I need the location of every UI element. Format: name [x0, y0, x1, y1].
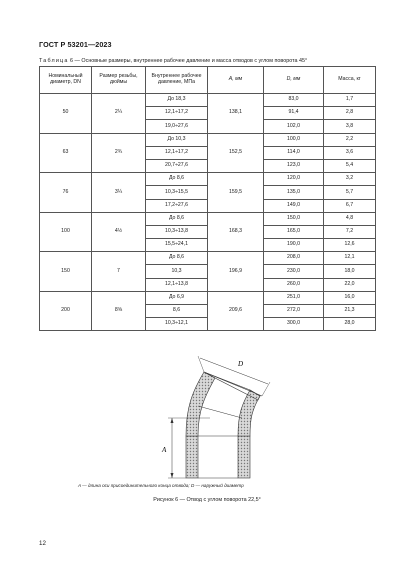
cell-thread: 2¾ [92, 133, 146, 173]
table-header-row [40, 67, 376, 94]
cell-mass: 4,8 [324, 212, 376, 225]
cell-pressure: 12,1÷17,2 [146, 146, 208, 159]
table-row [40, 291, 376, 304]
cell-d: 251,0 [264, 291, 324, 304]
cell-pressure: 10,3÷13,8 [146, 225, 208, 238]
cell-mass: 12,1 [324, 252, 376, 265]
cell-d: 149,0 [264, 199, 324, 212]
table-caption-text: — Основные размеры, внутреннее рабочее давление и масса отводов с углом поворота 45° [74, 58, 308, 64]
cell-mass: 5,7 [324, 186, 376, 199]
cell-mass: 21,3 [324, 305, 376, 318]
cell-d: 190,0 [264, 239, 324, 252]
cell-mass: 12,6 [324, 239, 376, 252]
table-row [40, 133, 376, 146]
lower-right-wall [238, 436, 250, 478]
bend-left-wall [186, 372, 215, 436]
cell-dn: 200 [40, 291, 92, 331]
table-caption [39, 58, 307, 64]
cell-pressure: 8,6 [146, 305, 208, 318]
cell-pressure: 19,0÷27,6 [146, 120, 208, 133]
cell-dn: 100 [40, 212, 92, 252]
cell-d: 135,0 [264, 186, 324, 199]
page-number: 12 [39, 540, 46, 547]
lower-left-wall [186, 436, 198, 478]
cell-mass: 1,7 [324, 94, 376, 107]
cell-a: 209,6 [208, 291, 264, 331]
table-row [40, 212, 376, 225]
cell-pressure: До 8,6 [146, 173, 208, 186]
figure-legend: A — длина оси присоединительного конца отвода; D — наружный диаметр [78, 483, 244, 488]
cell-pressure: 12,1÷17,2 [146, 107, 208, 120]
top-opening [204, 372, 262, 396]
table-row [40, 173, 376, 186]
cell-dn: 76 [40, 173, 92, 213]
table-caption-label: Таблица [39, 58, 69, 64]
cell-mass: 2,8 [324, 107, 376, 120]
a-arrow-top [171, 418, 174, 423]
cell-a: 138,1 [208, 94, 264, 134]
cell-d: 120,0 [264, 173, 324, 186]
cell-pressure: До 6,9 [146, 291, 208, 304]
cell-mass: 22,0 [324, 278, 376, 291]
cell-dn: 50 [40, 94, 92, 134]
cell-thread: 7 [92, 252, 146, 292]
cell-d: 150,0 [264, 212, 324, 225]
cell-pressure: До 8,6 [146, 252, 208, 265]
table-row [40, 94, 376, 107]
cell-mass: 18,0 [324, 265, 376, 278]
cell-d: 260,0 [264, 278, 324, 291]
column-header-pressure: Внутреннее рабочее давление, МПа [146, 67, 208, 94]
column-header-thread: Размер резьбы, дюймы [92, 67, 146, 94]
d-label: D [238, 360, 244, 368]
elbow-drawing [150, 348, 280, 483]
a-label: A [162, 446, 167, 454]
cell-a: 159,5 [208, 173, 264, 213]
cell-mass: 2,2 [324, 133, 376, 146]
table-body [40, 94, 376, 331]
table-row [40, 252, 376, 265]
figure-title: Рисунок 6 — Отвод с углом поворота 22,5° [153, 497, 261, 503]
cell-thread: 2¼ [92, 94, 146, 134]
cell-thread: 4½ [92, 212, 146, 252]
cell-d: 230,0 [264, 265, 324, 278]
d-extension-right [262, 382, 270, 396]
column-header-d: D, мм [264, 67, 324, 94]
cell-d: 83,0 [264, 94, 324, 107]
cell-a: 196,9 [208, 252, 264, 292]
cell-mass: 16,0 [324, 291, 376, 304]
cell-pressure: 15,5÷24,1 [146, 239, 208, 252]
cell-d: 114,0 [264, 146, 324, 159]
cell-a: 168,3 [208, 212, 264, 252]
cell-d: 91,4 [264, 107, 324, 120]
cell-mass: 3,8 [324, 120, 376, 133]
dimensions-table [39, 66, 376, 331]
a-arrow-bottom [171, 473, 174, 478]
elbow-figure [150, 348, 280, 483]
cell-dn: 63 [40, 133, 92, 173]
bend-joint-line [198, 406, 242, 418]
cell-mass: 3,6 [324, 146, 376, 159]
cell-mass: 6,7 [324, 199, 376, 212]
cell-thread: 3¼ [92, 173, 146, 213]
column-header-dn: Номинальный диаметр, DN [40, 67, 92, 94]
cell-pressure: До 8,6 [146, 212, 208, 225]
cell-pressure: До 10,3 [146, 133, 208, 146]
cell-d: 102,0 [264, 120, 324, 133]
cell-d: 123,0 [264, 159, 324, 172]
cell-dn: 150 [40, 252, 92, 292]
cell-pressure: 10,3÷15,5 [146, 186, 208, 199]
cell-d: 208,0 [264, 252, 324, 265]
cell-mass: 7,2 [324, 225, 376, 238]
cell-pressure: 10,3 [146, 265, 208, 278]
cell-mass: 28,0 [324, 318, 376, 331]
cell-mass: 3,2 [324, 173, 376, 186]
cell-d: 100,0 [264, 133, 324, 146]
cell-thread: 8⅝ [92, 291, 146, 331]
cell-pressure: 17,2÷27,6 [146, 199, 208, 212]
cell-mass: 5,4 [324, 159, 376, 172]
table-caption-number: 6 [70, 58, 74, 64]
standard-header: ГОСТ Р 53201—2023 [39, 40, 112, 49]
cell-pressure: 10,3÷12,1 [146, 318, 208, 331]
column-header-a: A, мм [208, 67, 264, 94]
cell-pressure: 20,7÷27,6 [146, 159, 208, 172]
cell-d: 300,0 [264, 318, 324, 331]
cell-a: 152,5 [208, 133, 264, 173]
cell-d: 272,0 [264, 305, 324, 318]
cell-pressure: 12,1÷13,8 [146, 278, 208, 291]
column-header-mass: Масса, кг [324, 67, 376, 94]
cell-pressure: До 18,3 [146, 94, 208, 107]
cell-d: 165,0 [264, 225, 324, 238]
bend-right-wall [238, 390, 260, 436]
